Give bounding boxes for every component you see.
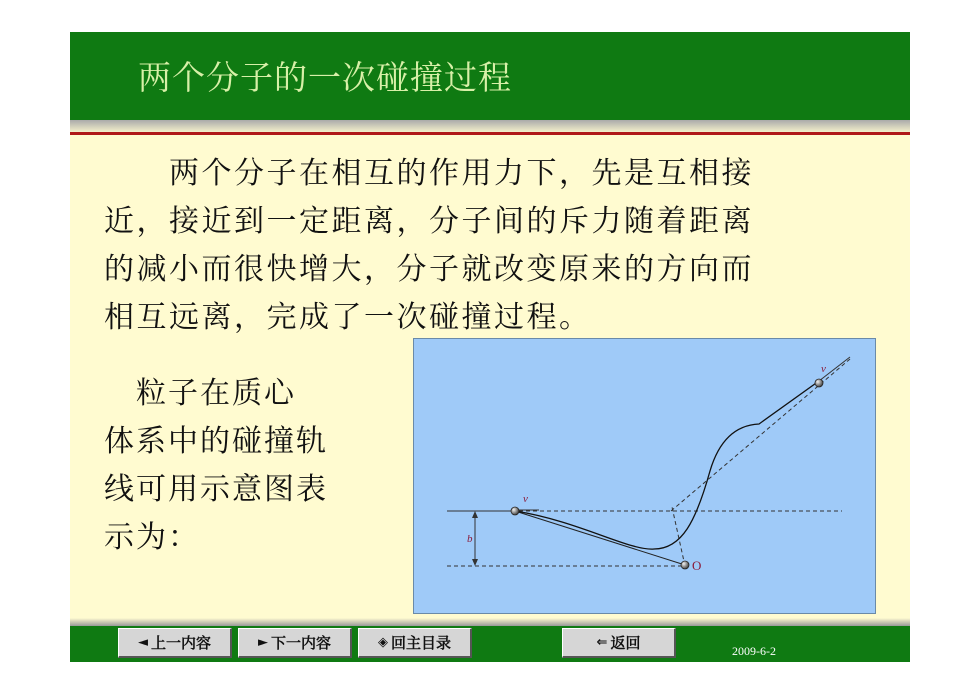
outgoing-particle [815, 379, 823, 387]
velocity-label-in: v [523, 493, 528, 505]
diamond-icon: ◈ [377, 635, 388, 650]
apse-line [672, 507, 685, 566]
collision-diagram-svg [414, 339, 875, 613]
main-menu-label: 回主目录 [390, 634, 451, 652]
b-arrow-head-top [472, 511, 478, 518]
paragraph-line: 两个分子在相互的作用力下，先是互相接 [104, 156, 754, 191]
paragraph-line: 近，接近到一定距离，分子间的斥力随着距离 [104, 204, 754, 239]
side-line: 粒子在质心 [104, 376, 296, 411]
side-paragraph [104, 370, 374, 562]
collision-diagram [413, 338, 876, 614]
side-line: 体系中的碰撞轨 [104, 424, 328, 459]
right-triangle-icon: ► [257, 635, 268, 650]
paragraph-line: 的减小而很快增大，分子就改变原来的方向而 [104, 252, 754, 287]
approach-line [515, 511, 685, 565]
return-label: 返回 [610, 634, 641, 652]
next-content-button[interactable] [238, 628, 352, 658]
slide [70, 32, 910, 662]
next-content-label: 下一内容 [270, 634, 331, 652]
b-label: b [467, 533, 473, 545]
side-line: 线可用示意图表 [104, 472, 328, 507]
footer-date: 2009-6-2 [732, 644, 776, 658]
origin-label: O [692, 558, 702, 573]
previous-content-button[interactable] [118, 628, 232, 658]
b-arrow-head-bottom [472, 559, 478, 566]
footer-shadow [70, 618, 910, 626]
main-paragraph [104, 150, 884, 342]
velocity-label-out: v [821, 363, 826, 375]
paragraph-line: 相互远离，完成了一次碰撞过程。 [104, 300, 592, 335]
main-menu-button[interactable] [358, 628, 472, 658]
return-button[interactable] [562, 628, 676, 658]
side-line: 示为： [104, 520, 200, 555]
slide-title: 两个分子的一次碰撞过程 [138, 58, 512, 97]
trajectory-curve [515, 381, 819, 549]
previous-content-label: 上一内容 [150, 634, 211, 652]
left-triangle-icon: ◄ [137, 635, 148, 650]
center-particle [681, 561, 689, 569]
slide-footer [70, 626, 910, 662]
slide-header [70, 32, 910, 120]
back-arrow-icon: ⇐ [596, 635, 608, 650]
divider-line [70, 132, 910, 135]
incoming-particle [511, 507, 519, 515]
